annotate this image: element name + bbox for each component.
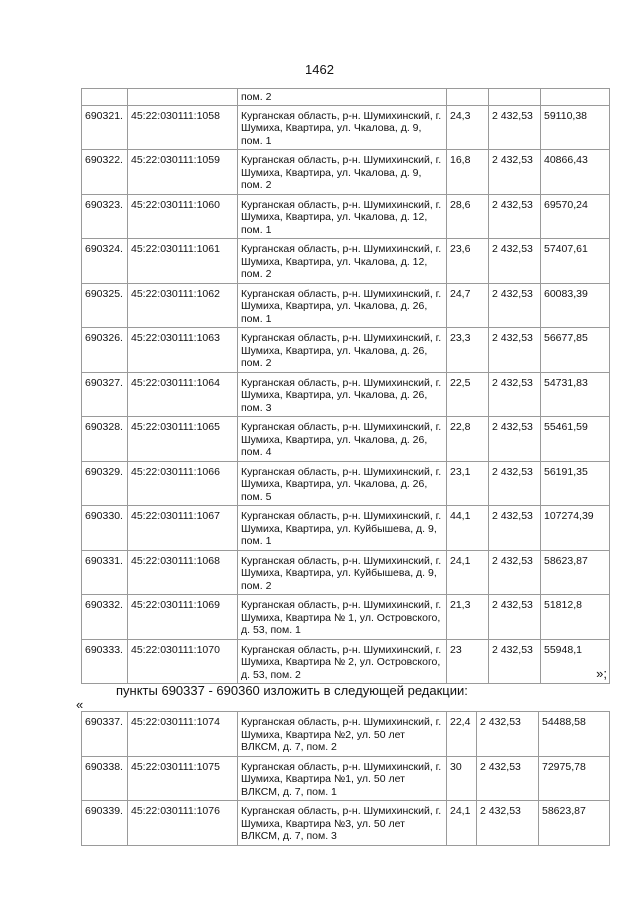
cell-rate: 2 432,53 [489, 283, 541, 328]
property-table-1 [81, 88, 610, 684]
cell-address: Курганская область, р-н. Шумихинский, г. Шумиха, Квартира №2, ул. 50 лет ВЛКСМ, д. 7, пом. 2 [238, 712, 447, 757]
cell-rate: 2 432,53 [477, 756, 539, 801]
table-row [82, 239, 610, 284]
table-row [82, 105, 610, 150]
cell-value: 56677,85 [541, 328, 610, 373]
cell-address: Курганская область, р-н. Шумихинский, г. Шумиха, Квартира, ул. Куйбышева, д. 9, пом. 2 [238, 550, 447, 595]
cell-address: Курганская область, р-н. Шумихинский, г. Шумиха, Квартира, ул. Чкалова, д. 26, пом. 1 [238, 283, 447, 328]
cell-number: 690329. [82, 461, 128, 506]
cell-area: 22,8 [447, 417, 489, 462]
cell-value: 54731,83 [541, 372, 610, 417]
cell-cadastral: 45:22:030111:1069 [128, 595, 238, 640]
cell-address: Курганская область, р-н. Шумихинский, г. Шумиха, Квартира, ул. Чкалова, д. 26, пом. 5 [238, 461, 447, 506]
cell-rate: 2 432,53 [477, 801, 539, 846]
cell-value: 40866,43 [541, 150, 610, 195]
cell-cadastral: 45:22:030111:1060 [128, 194, 238, 239]
cell-value: 51812,8 [541, 595, 610, 640]
cell-value: 56191,35 [541, 461, 610, 506]
cell-rate: 2 432,53 [489, 105, 541, 150]
cell-cadastral: 45:22:030111:1062 [128, 283, 238, 328]
cell-rate: 2 432,53 [489, 194, 541, 239]
cell-address: Курганская область, р-н. Шумихинский, г. Шумиха, Квартира, ул. Чкалова, д. 26, пом. 3 [238, 372, 447, 417]
cell-address: Курганская область, р-н. Шумихинский, г. Шумиха, Квартира, ул. Чкалова, д. 12, пом. 2 [238, 239, 447, 284]
cell-rate: 2 432,53 [489, 239, 541, 284]
cell-number: 690327. [82, 372, 128, 417]
cell-number: 690321. [82, 105, 128, 150]
cell-area: 24,1 [447, 550, 489, 595]
cell-area: 21,3 [447, 595, 489, 640]
closing-quote: »; [596, 666, 607, 681]
cell-rate: 2 432,53 [489, 461, 541, 506]
cell-value: 59110,38 [541, 105, 610, 150]
cell-number: 690323. [82, 194, 128, 239]
property-table-2 [81, 711, 610, 846]
cell-value: 58623,87 [541, 550, 610, 595]
amendment-paragraph: пункты 690337 - 690360 изложить в следующей редакции: [116, 683, 468, 698]
cell-value: 60083,39 [541, 283, 610, 328]
cell-area: 24,7 [447, 283, 489, 328]
cell-number: 690328. [82, 417, 128, 462]
cell-cadastral: 45:22:030111:1066 [128, 461, 238, 506]
cell-address: Курганская область, р-н. Шумихинский, г. Шумиха, Квартира № 2, ул. Островского, д. 53, пом. 2 [238, 639, 447, 684]
cell-cadastral: 45:22:030111:1075 [128, 756, 238, 801]
page-number: 1462 [305, 62, 334, 77]
cell-number: 690322. [82, 150, 128, 195]
table-row [82, 595, 610, 640]
table-row [82, 461, 610, 506]
cell-value: 58623,87 [539, 801, 610, 846]
cell-value: 57407,61 [541, 239, 610, 284]
cell-area: 24,3 [447, 105, 489, 150]
cell-address: Курганская область, р-н. Шумихинский, г. Шумиха, Квартира, ул. Чкалова, д. 12, пом. 1 [238, 194, 447, 239]
cell-cadastral: 45:22:030111:1065 [128, 417, 238, 462]
cell-cadastral: 45:22:030111:1068 [128, 550, 238, 595]
table-row [82, 194, 610, 239]
cell-address: пом. 2 [238, 89, 447, 106]
cell-rate: 2 432,53 [489, 372, 541, 417]
cell-value: 54488,58 [539, 712, 610, 757]
cell-cadastral: 45:22:030111:1064 [128, 372, 238, 417]
table-row [82, 328, 610, 373]
cell-value: 55948,1 [541, 639, 610, 684]
cell-value: 55461,59 [541, 417, 610, 462]
cell-number: 690333. [82, 639, 128, 684]
cell-rate: 2 432,53 [489, 595, 541, 640]
cell-cadastral: 45:22:030111:1063 [128, 328, 238, 373]
cell-value: 69570,24 [541, 194, 610, 239]
cell-area: 23,6 [447, 239, 489, 284]
cell-rate: 2 432,53 [477, 712, 539, 757]
table-row [82, 372, 610, 417]
table-row [82, 506, 610, 551]
table-row [82, 550, 610, 595]
cell-number: 690337. [82, 712, 128, 757]
table-row [82, 417, 610, 462]
cell-area: 44,1 [447, 506, 489, 551]
cell-rate: 2 432,53 [489, 328, 541, 373]
cell-cadastral: 45:22:030111:1067 [128, 506, 238, 551]
cell-address: Курганская область, р-н. Шумихинский, г. Шумиха, Квартира, ул. Чкалова, д. 26, пом. 2 [238, 328, 447, 373]
cell-rate: 2 432,53 [489, 550, 541, 595]
cell-address: Курганская область, р-н. Шумихинский, г. Шумиха, Квартира №1, ул. 50 лет ВЛКСМ, д. 7, пом. 1 [238, 756, 447, 801]
cell-area: 16,8 [447, 150, 489, 195]
table-row [82, 639, 610, 684]
table-row [82, 756, 610, 801]
cell-value: 107274,39 [541, 506, 610, 551]
cell-number: 690324. [82, 239, 128, 284]
cell-number: 690338. [82, 756, 128, 801]
cell-number: 690330. [82, 506, 128, 551]
cell-rate: 2 432,53 [489, 506, 541, 551]
cell-number: 690331. [82, 550, 128, 595]
cell-area: 28,6 [447, 194, 489, 239]
cell-cadastral: 45:22:030111:1070 [128, 639, 238, 684]
cell-cadastral: 45:22:030111:1076 [128, 801, 238, 846]
cell-address: Курганская область, р-н. Шумихинский, г. Шумиха, Квартира №3, ул. 50 лет ВЛКСМ, д. 7, пом. 3 [238, 801, 447, 846]
cell-address: Курганская область, р-н. Шумихинский, г. Шумиха, Квартира № 1, ул. Островского, д. 53, пом. 1 [238, 595, 447, 640]
table-row-continuation [82, 89, 610, 106]
cell-area: 24,1 [447, 801, 477, 846]
cell-address: Курганская область, р-н. Шумихинский, г. Шумиха, Квартира, ул. Чкалова, д. 26, пом. 4 [238, 417, 447, 462]
cell-area: 23,3 [447, 328, 489, 373]
cell-address: Курганская область, р-н. Шумихинский, г. Шумиха, Квартира, ул. Чкалова, д. 9, пом. 1 [238, 105, 447, 150]
cell-area: 30 [447, 756, 477, 801]
cell-area: 23,1 [447, 461, 489, 506]
cell-number: 690325. [82, 283, 128, 328]
cell-area: 22,4 [447, 712, 477, 757]
cell-area: 23 [447, 639, 489, 684]
cell-rate: 2 432,53 [489, 150, 541, 195]
cell-number: 690339. [82, 801, 128, 846]
cell-value: 72975,78 [539, 756, 610, 801]
cell-number: 690332. [82, 595, 128, 640]
table-row [82, 150, 610, 195]
opening-quote: « [76, 697, 84, 712]
cell-address: Курганская область, р-н. Шумихинский, г. Шумиха, Квартира, ул. Куйбышева, д. 9, пом. 1 [238, 506, 447, 551]
cell-area: 22,5 [447, 372, 489, 417]
table-row [82, 712, 610, 757]
cell-address: Курганская область, р-н. Шумихинский, г. Шумиха, Квартира, ул. Чкалова, д. 9, пом. 2 [238, 150, 447, 195]
table-row [82, 283, 610, 328]
cell-rate: 2 432,53 [489, 639, 541, 684]
cell-cadastral: 45:22:030111:1058 [128, 105, 238, 150]
cell-rate: 2 432,53 [489, 417, 541, 462]
cell-number: 690326. [82, 328, 128, 373]
table-row [82, 801, 610, 846]
cell-cadastral: 45:22:030111:1061 [128, 239, 238, 284]
cell-cadastral: 45:22:030111:1074 [128, 712, 238, 757]
cell-cadastral: 45:22:030111:1059 [128, 150, 238, 195]
